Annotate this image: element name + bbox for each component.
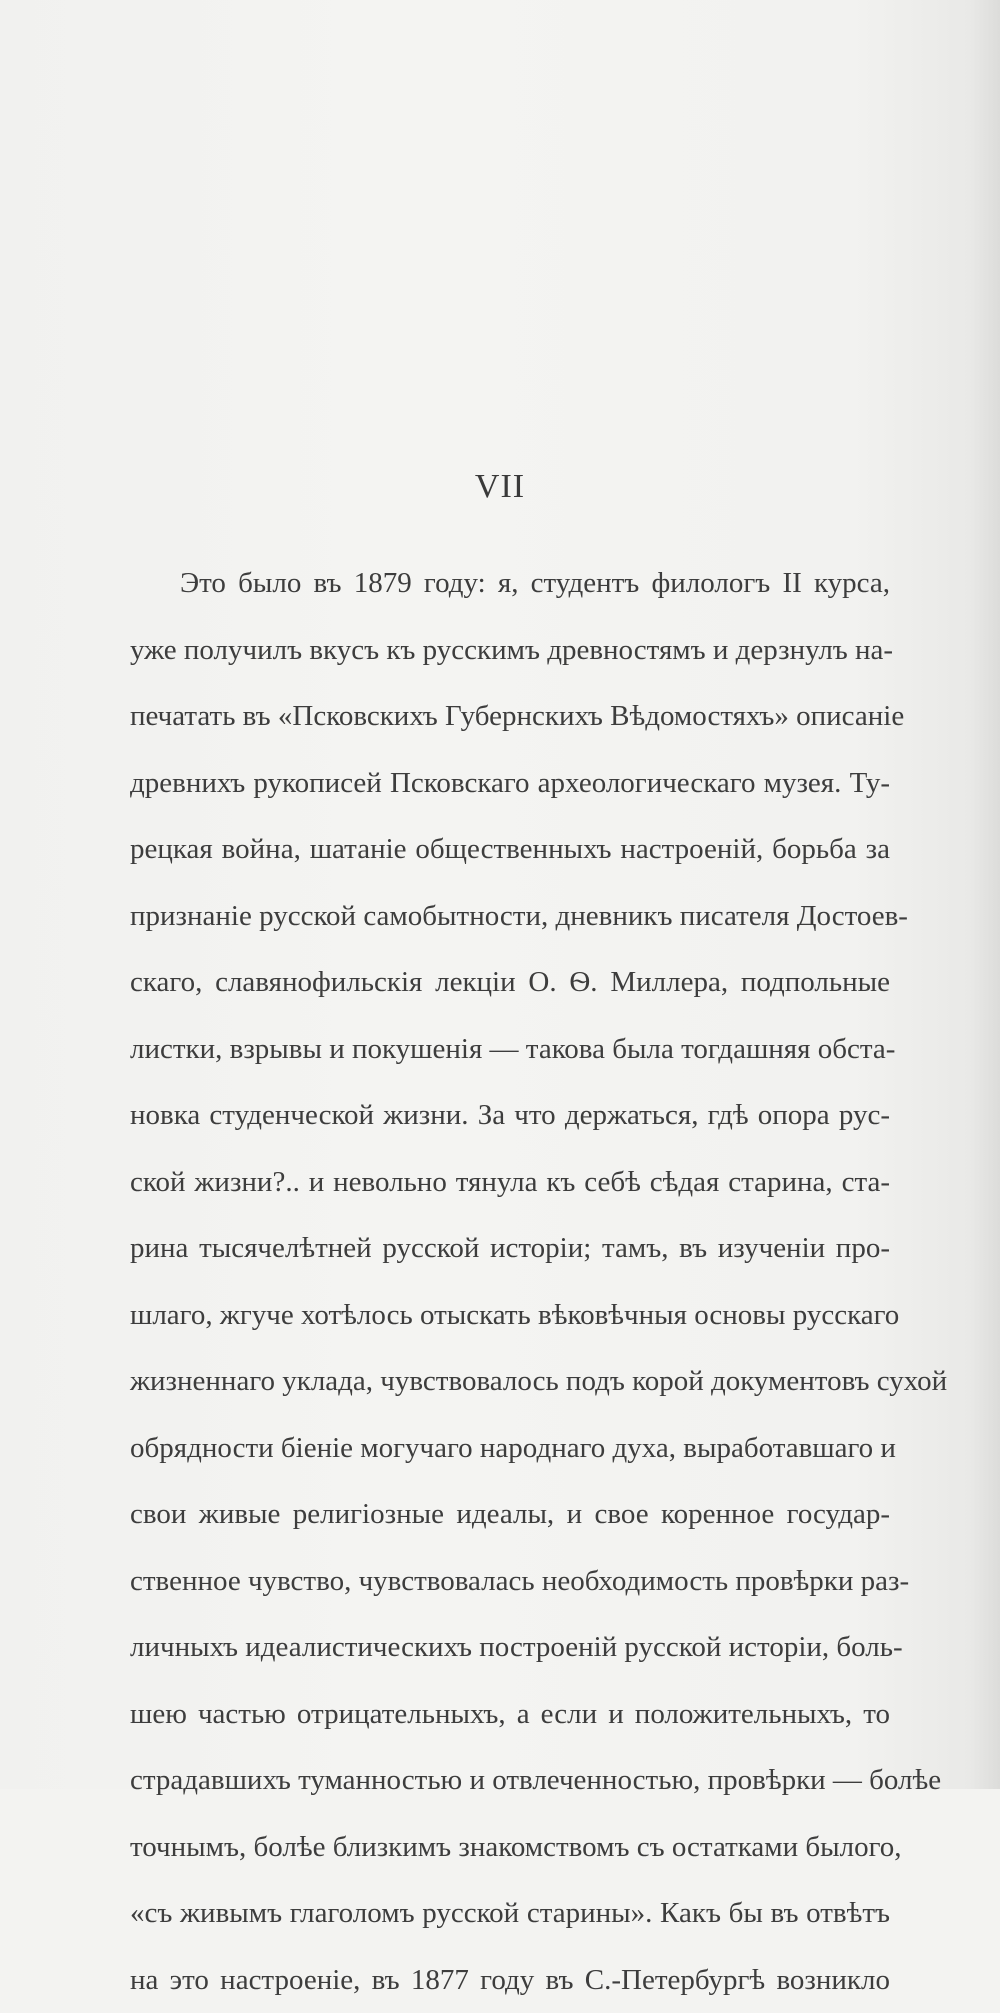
chapter-number: VII xyxy=(0,468,1000,506)
text-line: скаго, славянофильскія лекціи О. Ѳ. Миллера, подпольные xyxy=(130,949,890,1016)
text-line: жизненнаго уклада, чувствовалось подъ корой документовъ сухой xyxy=(130,1348,890,1415)
text-line: древнихъ рукописей Псковскаго археологическаго музея. Ту- xyxy=(130,750,890,817)
text-line: личныхъ идеалистическихъ построеній русской исторіи, боль- xyxy=(130,1614,890,1681)
text-line: обрядности біеніе могучаго народнаго духа, выработавшаго и xyxy=(130,1415,890,1482)
text-line: уже получилъ вкусъ къ русскимъ древностямъ и дерзнулъ на- xyxy=(130,617,890,684)
text-line: страдавшихъ туманностью и отвлеченностью, провѣрки — болѣе xyxy=(130,1747,890,1814)
text-line: «съ живымъ глаголомъ русской старины». Какъ бы въ отвѣтъ xyxy=(130,1880,890,1947)
text-line: свои живые религіозные идеалы, и свое коренное государ- xyxy=(130,1481,890,1548)
text-line: рина тысячелѣтней русской исторіи; тамъ, въ изученіи про- xyxy=(130,1215,890,1282)
text-line: печатать въ «Псковскихъ Губернскихъ Вѣдомостяхъ» описаніе xyxy=(130,683,890,750)
text-line: на это настроеніе, въ 1877 году въ С.-Петербургѣ возникло xyxy=(130,1947,890,2013)
text-line: точнымъ, болѣе близкимъ знакомствомъ съ остатками былого, xyxy=(130,1814,890,1881)
text-line: ской жизни?.. и невольно тянула къ себѣ сѣдая старина, ста- xyxy=(130,1149,890,1216)
text-line: новка студенческой жизни. За что держаться, гдѣ опора рус- xyxy=(130,1082,890,1149)
text-line: ственное чувство, чувствовалась необходимость провѣрки раз- xyxy=(130,1548,890,1615)
text-line: Это было въ 1879 году: я, студентъ филологъ II курса, xyxy=(130,550,890,617)
text-line: листки, взрывы и покушенія — такова была тогдашняя обста- xyxy=(130,1016,890,1083)
text-line: рецкая война, шатаніе общественныхъ настроеній, борьба за xyxy=(130,816,890,883)
text-line: признаніе русской самобытности, дневникъ писателя Достоев- xyxy=(130,883,890,950)
text-line: шлаго, жгуче хотѣлось отыскать вѣковѣчныя основы русскаго xyxy=(130,1282,890,1349)
text-line: шею частью отрицательныхъ, а если и положительныхъ, то xyxy=(130,1681,890,1748)
body-text xyxy=(130,550,890,2013)
